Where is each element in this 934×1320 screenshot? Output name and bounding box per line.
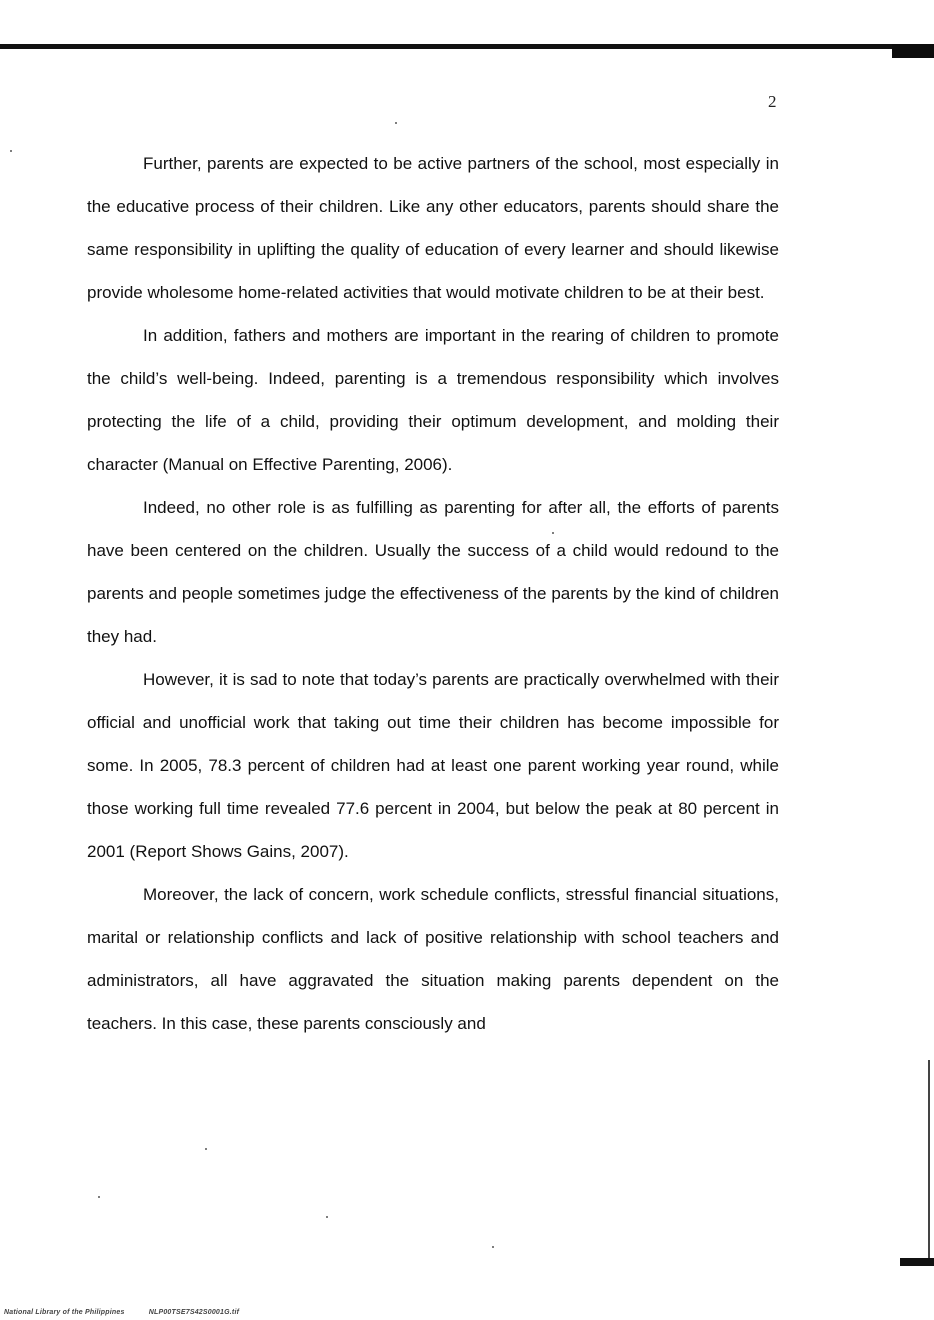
- scan-speck: [395, 122, 397, 124]
- top-border-line: [0, 44, 934, 49]
- footer-stamp: [4, 1309, 261, 1316]
- paragraph-5: Moreover, the lack of concern, work schedule conflicts, stressful financial situations, marital or relationship conflicts and lack of positive relationship with school teachers and administrators, all have aggravated the situation making parents dependent on the teachers. In this case, these parents consciously and: [87, 885, 779, 1033]
- scan-edge-bracket: [928, 1060, 930, 1266]
- scan-speck: [326, 1216, 328, 1218]
- scan-speck: [98, 1196, 100, 1198]
- paragraph-4: However, it is sad to note that today’s parents are practically overwhelmed with their official and unofficial work that taking out time their children has become impossible for some. In 2005, 78.3 percent of children had at least one parent working year round, while those working full time revealed 77.6 percent in 2004, but below the peak at 80 percent in 2001 (Report Shows Gains, 2007).: [87, 670, 779, 861]
- top-border-corner: [892, 44, 934, 58]
- paragraph-1: Further, parents are expected to be active partners of the school, most especially in the educative process of their children. Like any other educators, parents should share the same responsibility in uplifting the quality of education of every learner and should likewise provide wholesome home-related activities that would motivate children to be at their best.: [87, 154, 779, 302]
- scan-speck: [205, 1148, 207, 1150]
- scan-edge-corner: [900, 1258, 934, 1266]
- footer-code: NLP00TSE7S42S0001G.tif: [148, 1309, 240, 1316]
- page-number: 2: [768, 92, 777, 111]
- paragraph-2: In addition, fathers and mothers are important in the rearing of children to promote the child’s well-being. Indeed, parenting is a tremendous responsibility which involves protecting the life of a child, providing their optimum development, and molding their character (Manual on Effective Parenting, 2006).: [87, 326, 779, 474]
- paragraph-3: Indeed, no other role is as fulfilling as parenting for after all, the efforts of parents have been centered on the children. Usually the success of a child would redound to the parents and people sometimes judge the effectiveness of the parents by the kind of children they had.: [87, 498, 779, 646]
- scan-speck: [492, 1246, 494, 1248]
- scan-speck: [552, 532, 554, 534]
- footer-library: National Library of the Philippines: [4, 1309, 125, 1316]
- document-body: [87, 142, 779, 1045]
- scan-speck: [10, 150, 12, 152]
